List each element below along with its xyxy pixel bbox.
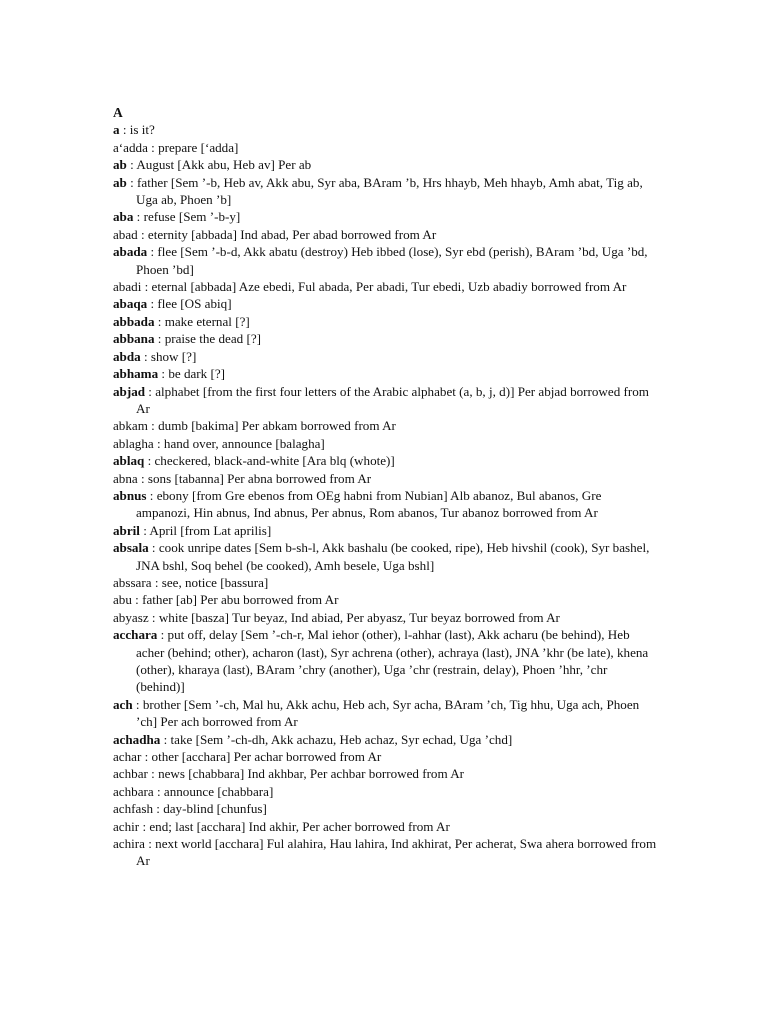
- entry-headword: abnus: [113, 487, 147, 503]
- entry-separator: :: [141, 279, 152, 295]
- dictionary-entry: [113, 156, 658, 173]
- entry-definition: eternity [abbada] Ind abad, Per abad borrowed from Ar: [147, 226, 437, 242]
- dictionary-entry: [113, 626, 658, 696]
- entry-definition: take [Sem ’-ch-dh, Akk achazu, Heb achaz, Syr echad, Uga ’chd]: [170, 731, 513, 747]
- entry-definition: hand over, announce [balagha]: [163, 435, 325, 451]
- dictionary-entry: [113, 748, 658, 765]
- entry-definition: white [basza] Tur beyaz, Ind abiad, Per abyasz, Tur beyaz borrowed from Ar: [158, 609, 560, 625]
- entry-headword: abda: [113, 348, 141, 364]
- entry-definition: put off, delay [Sem ’-ch-r, Mal iehor (other), l-ahhar (last), Akk acharu (be behind), Heb acher (behind; other), acharon (last), Syr achrena (other), achraya (last), JNA ’khr (be late), khena (other), kharaya (last), BAram ’chry (another), Uga ’chr (restrain, delay), Phoen ’hhr, ’chr (behind)]: [136, 627, 649, 695]
- entry-separator: :: [140, 348, 151, 364]
- entry-definition: be dark [?]: [168, 366, 226, 382]
- entry-definition: ebony [from Gre ebenos from OEg habni from Nubian] Alb abanoz, Bul abanos, Gre ampanozi, Hin abnus, Ind abnus, Per abnus, Rom abanos, Tur abanoz borrowed from Ar: [136, 487, 602, 521]
- dictionary-entry: [113, 435, 658, 452]
- entry-headword: abkam: [113, 418, 148, 434]
- entry-headword: abjad: [113, 383, 146, 399]
- entry-separator: :: [147, 418, 159, 434]
- entry-separator: :: [144, 453, 155, 469]
- entry-definition: announce [chabbara]: [163, 783, 274, 799]
- entry-definition: see, notice [bassura]: [161, 574, 269, 590]
- dictionary-entry: [113, 696, 658, 731]
- entry-definition: flee [OS abiq]: [157, 296, 232, 312]
- dictionary-entry: [113, 818, 658, 835]
- entry-headword: abssara: [113, 574, 152, 590]
- entry-separator: :: [147, 139, 159, 155]
- entry-headword: abril: [113, 522, 140, 538]
- entry-definition: make eternal [?]: [164, 313, 250, 329]
- entry-headword: abada: [113, 244, 148, 260]
- entry-definition: brother [Sem ’-ch, Mal hu, Akk achu, Heb ach, Syr acha, BAram ’ch, Tig hhu, Uga ach, Phoen ’ch] Per ach borrowed from Ar: [136, 696, 640, 730]
- entry-separator: :: [154, 313, 165, 329]
- entry-headword: abaqa: [113, 296, 148, 312]
- entry-separator: :: [144, 836, 156, 852]
- entry-headword: achbar: [113, 766, 148, 782]
- entry-headword: acchara: [113, 627, 158, 643]
- entry-separator: :: [133, 209, 144, 225]
- entry-separator: :: [137, 470, 148, 486]
- entry-definition: father [ab] Per abu borrowed from Ar: [142, 592, 339, 608]
- entry-definition: father [Sem ’-b, Heb av, Akk abu, Syr aba, BAram ’b, Hrs hhayb, Meh hhayb, Amh abat, Tig ab, Uga ab, Phoen ’b]: [136, 174, 643, 208]
- dictionary-entry: [113, 313, 658, 330]
- dictionary-entry: [113, 470, 658, 487]
- entry-headword: achar: [113, 749, 142, 765]
- entry-definition: sons [tabanna] Per abna borrowed from Ar: [147, 470, 372, 486]
- entry-headword: abhama: [113, 366, 159, 382]
- entry-list: [113, 121, 658, 869]
- dictionary-entry: [113, 574, 658, 591]
- entry-headword: ab: [113, 157, 127, 173]
- entry-definition: praise the dead [?]: [164, 331, 262, 347]
- entry-definition: is it?: [129, 122, 155, 138]
- entry-separator: :: [132, 696, 143, 712]
- entry-separator: :: [153, 783, 164, 799]
- entry-separator: :: [147, 244, 158, 260]
- entry-separator: :: [157, 627, 168, 643]
- entry-definition: end; last [acchara] Ind akhir, Per acher borrowed from Ar: [149, 818, 450, 834]
- entry-headword: ablagha: [113, 435, 154, 451]
- entry-separator: :: [145, 383, 156, 399]
- entry-headword: abna: [113, 470, 138, 486]
- entry-headword: ach: [113, 696, 133, 712]
- entry-headword: achfash: [113, 801, 153, 817]
- entry-headword: achadha: [113, 731, 161, 747]
- dictionary-entry: [113, 765, 658, 782]
- dictionary-entry: [113, 731, 658, 748]
- dictionary-entry: [113, 383, 658, 418]
- entry-separator: :: [137, 226, 148, 242]
- entry-definition: news [chabbara] Ind akhbar, Per achbar borrowed from Ar: [158, 766, 465, 782]
- entry-separator: :: [154, 331, 165, 347]
- entry-headword: abyasz: [113, 609, 149, 625]
- dictionary-entry: [113, 330, 658, 347]
- entry-separator: :: [148, 540, 159, 556]
- entry-definition: cook unripe dates [Sem b-sh-l, Akk bashalu (be cooked, ripe), Heb hivshil (cook), Syr bashel, JNA bshl, Soq behel (be cooked), Amh besele, Uga bshl]: [136, 540, 650, 573]
- dictionary-entry: [113, 609, 658, 626]
- entry-headword: abad: [113, 226, 138, 242]
- entry-definition: refuse [Sem ’-b-y]: [143, 209, 241, 225]
- entry-separator: :: [126, 157, 137, 173]
- entry-headword: achbara: [113, 783, 154, 799]
- entry-headword: abu: [113, 592, 132, 608]
- entry-separator: :: [139, 818, 150, 834]
- dictionary-entry: [113, 539, 658, 574]
- entry-definition: day-blind [chunfus]: [163, 801, 267, 817]
- dictionary-entry: [113, 139, 658, 156]
- dictionary-entry: [113, 295, 658, 312]
- entry-headword: a‘adda: [113, 139, 148, 155]
- dictionary-entry: [113, 835, 658, 870]
- dictionary-content: [113, 104, 658, 870]
- dictionary-entry: [113, 452, 658, 469]
- entry-headword: absala: [113, 540, 149, 556]
- entry-separator: :: [146, 487, 157, 503]
- entry-headword: achir: [113, 818, 140, 834]
- entry-separator: :: [151, 574, 162, 590]
- entry-separator: :: [147, 766, 159, 782]
- dictionary-entry: [113, 226, 658, 243]
- entry-definition: eternal [abbada] Aze ebedi, Ful abada, Per abadi, Tur ebedi, Uzb abadiy borrowed from Ar: [151, 279, 627, 295]
- dictionary-entry: [113, 800, 658, 817]
- entry-separator: :: [131, 592, 143, 608]
- entry-headword: a: [113, 122, 120, 138]
- entry-definition: checkered, black-and-white [Ara blq (whote)]: [154, 453, 395, 469]
- entry-headword: ablaq: [113, 453, 145, 469]
- entry-headword: abbana: [113, 331, 155, 347]
- entry-headword: abbada: [113, 313, 155, 329]
- entry-definition: August [Akk abu, Heb av] Per ab: [136, 157, 312, 173]
- entry-separator: :: [160, 731, 171, 747]
- entry-headword: aba: [113, 209, 134, 225]
- entry-definition: prepare [‘adda]: [158, 139, 239, 155]
- dictionary-entry: [113, 522, 658, 539]
- entry-definition: next world [acchara] Ful alahira, Hau lahira, Ind akhirat, Per acherat, Swa ahera borrowed from Ar: [136, 836, 657, 869]
- entry-definition: show [?]: [150, 348, 197, 364]
- entry-definition: alphabet [from the first four letters of the Arabic alphabet (a, b, j, d)] Per abjad borrowed from Ar: [136, 383, 649, 416]
- dictionary-entry: [113, 243, 658, 278]
- entry-definition: flee [Sem ’-b-d, Akk abatu (destroy) Heb ibbed (lose), Syr ebd (perish), BAram ’bd, Uga ’bd, Phoen ’bd]: [136, 244, 648, 277]
- entry-separator: :: [158, 366, 169, 382]
- dictionary-entry: [113, 591, 658, 608]
- dictionary-entry: [113, 121, 658, 138]
- entry-separator: :: [126, 174, 138, 190]
- entry-headword: achira: [113, 836, 145, 852]
- entry-separator: :: [119, 122, 130, 138]
- entry-definition: dumb [bakima] Per abkam borrowed from Ar: [158, 418, 396, 434]
- entry-separator: :: [153, 801, 164, 817]
- entry-headword: ab: [113, 174, 127, 190]
- entry-separator: :: [139, 522, 150, 538]
- dictionary-entry: [113, 278, 658, 295]
- dictionary-entry: [113, 365, 658, 382]
- entry-separator: :: [153, 435, 164, 451]
- entry-separator: :: [147, 296, 158, 312]
- entry-definition: other [acchara] Per achar borrowed from Ar: [151, 749, 382, 765]
- dictionary-entry: [113, 348, 658, 365]
- entry-separator: :: [141, 749, 152, 765]
- entry-headword: abadi: [113, 279, 142, 295]
- dictionary-entry: [113, 417, 658, 434]
- dictionary-entry: [113, 487, 658, 522]
- dictionary-entry: [113, 783, 658, 800]
- entry-definition: April [from Lat aprilis]: [149, 522, 272, 538]
- entry-separator: :: [148, 609, 159, 625]
- dictionary-entry: [113, 208, 658, 225]
- dictionary-entry: [113, 174, 658, 209]
- section-letter: A: [113, 105, 123, 120]
